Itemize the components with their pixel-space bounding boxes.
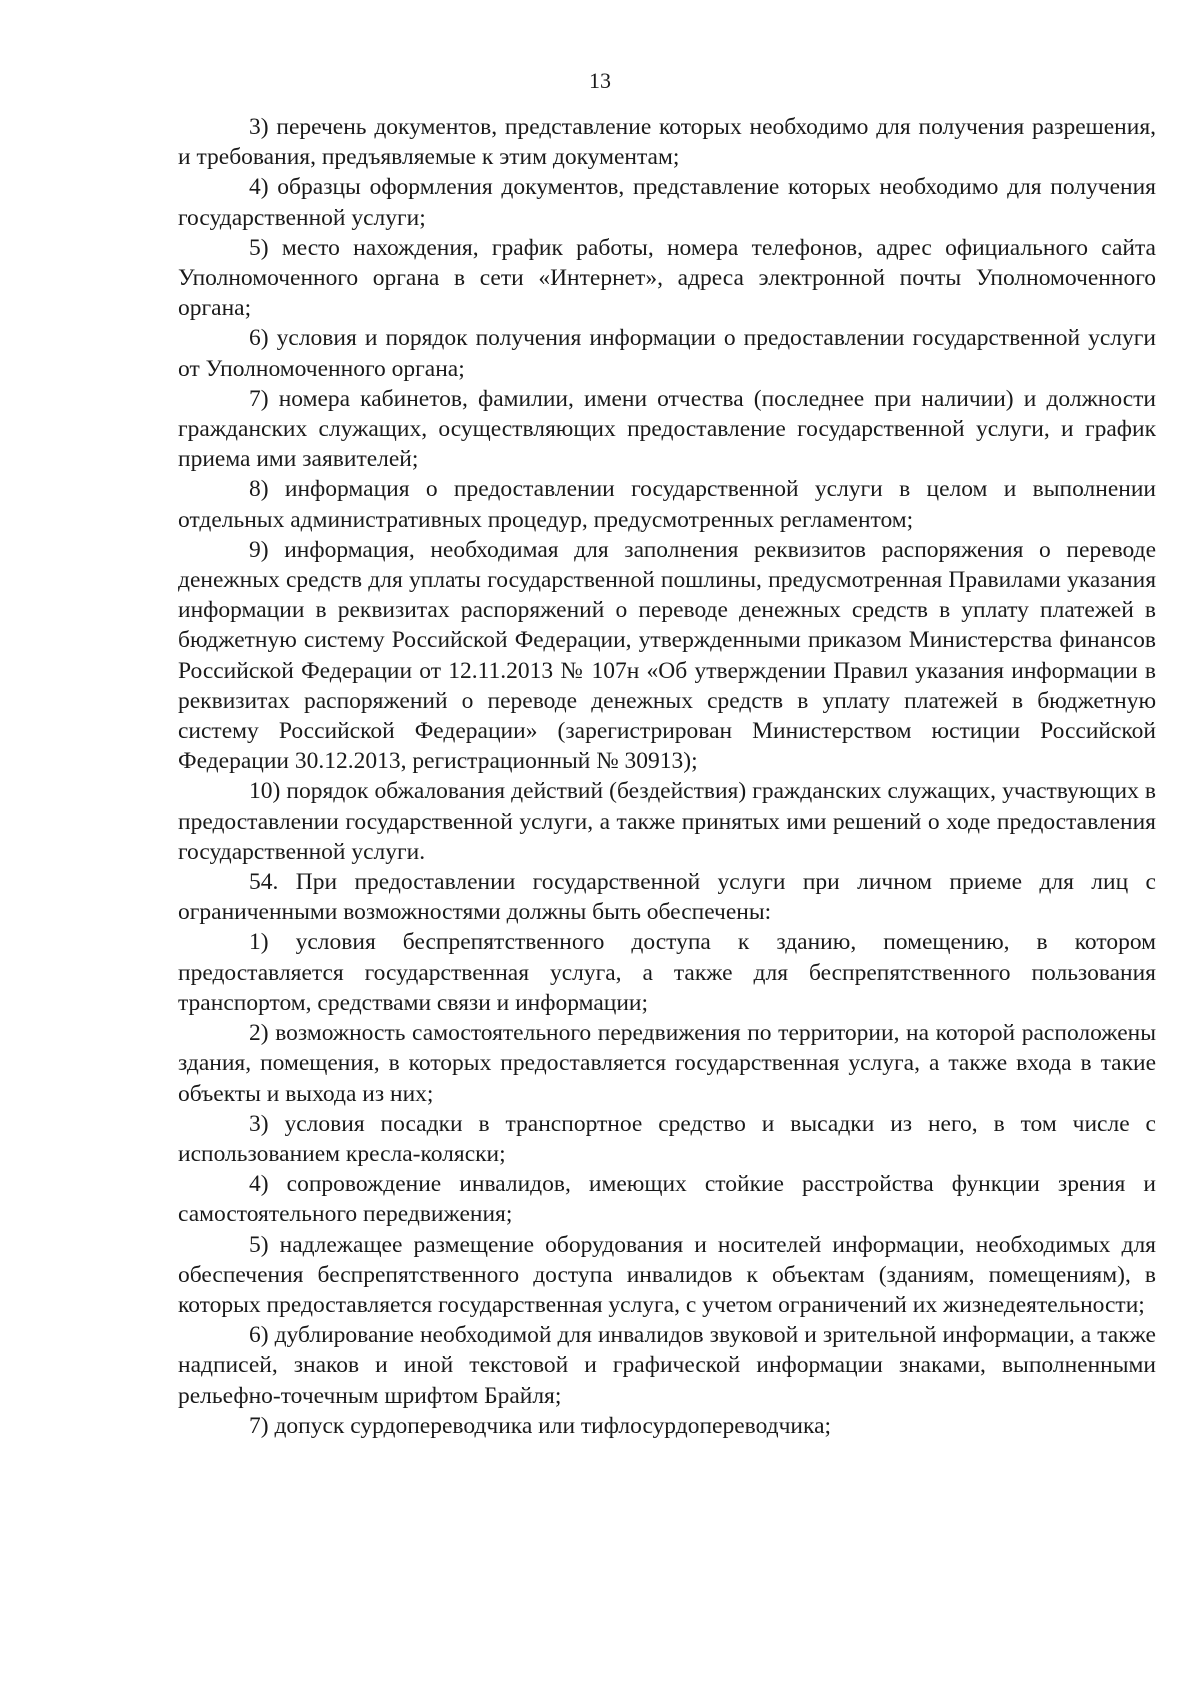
paragraph-item-7-sign-interpreter: 7) допуск сурдопереводчика или тифлосурдопереводчика;: [249, 1412, 832, 1439]
paragraph-item-5-location-contacts: 5) место нахождения, график работы, номера телефонов, адрес официального сайта Уполномоченного органа в сети «Интернет», адреса электронной почты Уполномоченного органа;: [178, 234, 1156, 322]
paragraph-item-2-independent-movement: 2) возможность самостоятельного передвижения по территории, на которой расположены здания, помещения, в которых предоставляется государственная услуга, а также входа в такие объекты и выхода из них;: [178, 1020, 1156, 1107]
document-body: [178, 112, 1156, 1441]
paragraph-item-5-equipment-placement: 5) надлежащее размещение оборудования и носителей информации, необходимых для обеспечения беспрепятственного доступа инвалидов к объектам (зданиям, помещениям), в которых предоставляется государственная услуга, с учетом ограничений их жизнедеятельности;: [178, 1231, 1156, 1318]
page-number: 13: [589, 68, 611, 93]
paragraph-item-6-braille-duplication: 6) дублирование необходимой для инвалидов звуковой и зрительной информации, а также надписей, знаков и иной текстовой и графической информации знаками, выполненными рельефно-точечным шрифтом Брайля;: [178, 1322, 1156, 1409]
paragraph-clause-54: 54. При предоставлении государственной услуги при личном приеме для лиц с ограниченными возможностями должны быть обеспечены:: [178, 869, 1156, 926]
paragraph-item-9-payment-details: 9) информация, необходимая для заполнения реквизитов распоряжения о переводе денежных средств для уплаты государственной пошлины, предусмотренная Правилами указания информации в реквизитах распоряжений о переводе денежных средств в уплату платежей в бюджетную систему Российской Федерации, утвержденными приказом Министерства финансов Российской Федерации от 12.11.2013 № 107н «Об утверждении Правил указания информации в реквизитах распоряжений о переводе денежных средств в уплату платежей в бюджетную систему Российской Федерации» (зарегистрирован Министерством юстиции Российской Федерации 30.12.2013, регистрационный № 30913);: [178, 536, 1156, 775]
paragraph-item-1-barrier-free-access: 1) условия беспрепятственного доступа к зданию, помещению, в котором предоставляется государственная услуга, а также для беспрепятственного пользования транспортом, средствами связи и информации;: [178, 929, 1156, 1016]
paragraph-item-7-office-staff: 7) номера кабинетов, фамилии, имени отчества (последнее при наличии) и должности гражданских служащих, осуществляющих предоставление государственной услуги, и график приема ими заявителей;: [178, 385, 1156, 473]
paragraph-item-10-appeal-procedure: 10) порядок обжалования действий (бездействия) гражданских служащих, участвующих в предоставлении государственной услуги, а также принятых ими решений о ходе предоставления государственной услуги.: [178, 778, 1156, 865]
paragraph-item-3-vehicle-boarding: 3) условия посадки в транспортное средство и высадки из него, в том числе с использованием кресла-коляски;: [178, 1110, 1156, 1167]
paragraph-item-4-document-samples: 4) образцы оформления документов, представление которых необходимо для получения государственной услуги;: [178, 174, 1156, 231]
paragraph-item-6-info-conditions: 6) условия и порядок получения информации о предоставлении государственной услуги от Уполномоченного органа;: [178, 325, 1156, 382]
paragraph-item-3-document-list: 3) перечень документов, представление которых необходимо для получения разрешения, и требования, предъявляемые к этим документам;: [178, 114, 1156, 171]
paragraph-item-8-service-info: 8) информация о предоставлении государственной услуги в целом и выполнении отдельных административных процедур, предусмотренных регламентом;: [178, 476, 1156, 533]
paragraph-item-4-escort: 4) сопровождение инвалидов, имеющих стойкие расстройства функции зрения и самостоятельного передвижения;: [178, 1171, 1156, 1228]
